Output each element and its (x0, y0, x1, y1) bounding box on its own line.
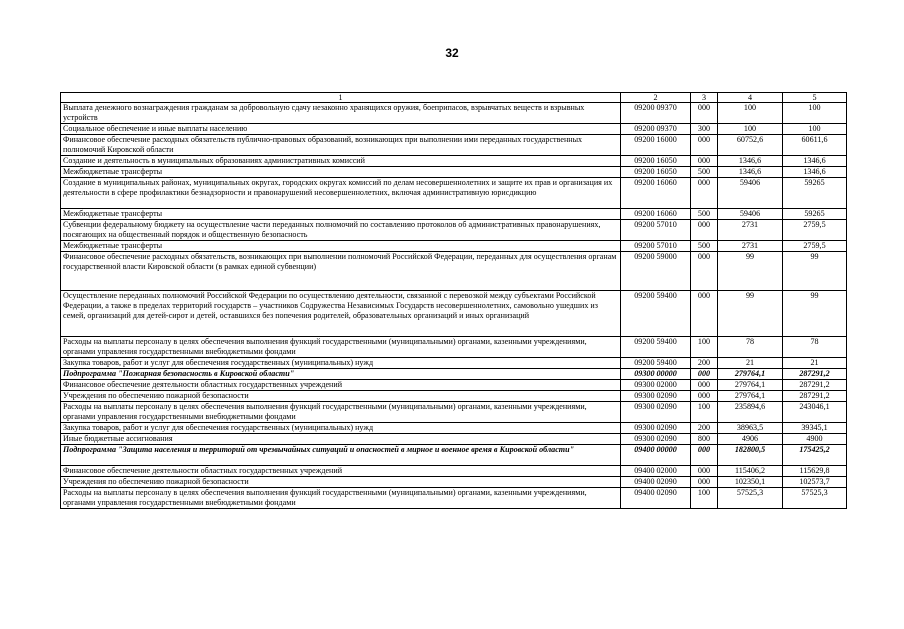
row-code-cell: 09200 59000 (621, 252, 691, 291)
row-type-cell: 500 (691, 167, 718, 178)
row-value-2022-cell: 287291,2 (783, 369, 847, 380)
row-value-2021-cell: 279764,1 (718, 380, 783, 391)
table-row (61, 402, 847, 423)
row-value-2021-cell: 2731 (718, 241, 783, 252)
row-name-cell: Учреждения по обеспечению пожарной безопасности (61, 477, 621, 488)
budget-table (60, 92, 847, 509)
row-name-cell: Подпрограмма "Защита населения и территорий от чрезвычайных ситуаций и опасностей в мирное и военное время в Кировской области" (61, 445, 621, 466)
row-value-2022-cell: 287291,2 (783, 380, 847, 391)
row-value-2022-cell: 4900 (783, 434, 847, 445)
row-value-2021-cell: 182800,5 (718, 445, 783, 466)
table-row (61, 103, 847, 124)
table-row (61, 178, 847, 209)
row-value-2022-cell: 1346,6 (783, 167, 847, 178)
row-value-2021-cell: 78 (718, 337, 783, 358)
row-name-cell: Создание в муниципальных районах, муниципальных округах, городских округах комиссий по делам несовершеннолетних и защите их прав и организация их деятельности в сфере профилактики безнадзорности и правонарушений несовершеннолетних, включая административную юрисдикцию (61, 178, 621, 209)
row-type-cell: 300 (691, 124, 718, 135)
row-value-2022-cell: 102573,7 (783, 477, 847, 488)
table-header-row (61, 93, 847, 103)
row-type-cell: 100 (691, 402, 718, 423)
row-code-cell: 09400 02090 (621, 477, 691, 488)
row-name-cell: Финансовое обеспечение расходных обязательств, возникающих при выполнении полномочий Российской Федерации, переданных для осуществления органам государственной власти Кировской области (в рамках единой субвенции) (61, 252, 621, 291)
row-type-cell: 000 (691, 135, 718, 156)
row-code-cell: 09300 02090 (621, 402, 691, 423)
row-value-2021-cell: 99 (718, 291, 783, 337)
row-name-cell: Финансовое обеспечение деятельности областных государственных учреждений (61, 380, 621, 391)
row-value-2022-cell: 59265 (783, 178, 847, 209)
row-name-cell: Выплата денежного вознаграждения гражданам за добровольную сдачу незаконно хранящихся оружия, боеприпасов, взрывчатых веществ и взрывных устройств (61, 103, 621, 124)
row-value-2021-cell: 59406 (718, 178, 783, 209)
row-code-cell: 09200 16050 (621, 156, 691, 167)
table-row (61, 423, 847, 434)
row-type-cell: 000 (691, 466, 718, 477)
row-name-cell: Иные бюджетные ассигнования (61, 434, 621, 445)
table-row (61, 337, 847, 358)
row-value-2022-cell: 175425,2 (783, 445, 847, 466)
row-value-2021-cell: 38963,5 (718, 423, 783, 434)
row-code-cell: 09200 57010 (621, 241, 691, 252)
row-name-cell: Расходы на выплаты персоналу в целях обеспечения выполнения функций государственными (муниципальными) органами, казенными учреждениями, органами управления государственными внебюджетными фондами (61, 337, 621, 358)
row-code-cell: 09200 57010 (621, 220, 691, 241)
page-number: 32 (445, 46, 459, 60)
row-name-cell: Закупка товаров, работ и услуг для обеспечения государственных (муниципальных) нужд (61, 358, 621, 369)
header-col-2: 2 (621, 93, 691, 103)
row-value-2022-cell: 60611,6 (783, 135, 847, 156)
row-value-2021-cell: 100 (718, 103, 783, 124)
row-value-2021-cell: 1346,6 (718, 156, 783, 167)
row-type-cell: 000 (691, 477, 718, 488)
table-row (61, 220, 847, 241)
row-code-cell: 09200 16060 (621, 209, 691, 220)
row-value-2022-cell: 115629,8 (783, 466, 847, 477)
row-type-cell: 500 (691, 209, 718, 220)
row-code-cell: 09300 02090 (621, 391, 691, 402)
row-name-cell: Расходы на выплаты персоналу в целях обеспечения выполнения функций государственными (муниципальными) органами, казенными учреждениями, органами управления государственными внебюджетными фондами (61, 402, 621, 423)
row-value-2022-cell: 57525,3 (783, 488, 847, 509)
row-value-2021-cell: 4906 (718, 434, 783, 445)
table-row (61, 358, 847, 369)
row-value-2021-cell: 57525,3 (718, 488, 783, 509)
table-row (61, 380, 847, 391)
row-value-2022-cell: 2759,5 (783, 241, 847, 252)
table-row (61, 466, 847, 477)
row-type-cell: 000 (691, 380, 718, 391)
table-row (61, 124, 847, 135)
row-value-2021-cell: 115406,2 (718, 466, 783, 477)
row-value-2021-cell: 1346,6 (718, 167, 783, 178)
row-value-2021-cell: 279764,1 (718, 369, 783, 380)
table-row (61, 445, 847, 466)
row-type-cell: 000 (691, 156, 718, 167)
row-name-cell: Учреждения по обеспечению пожарной безопасности (61, 391, 621, 402)
row-value-2022-cell: 59265 (783, 209, 847, 220)
row-value-2021-cell: 100 (718, 124, 783, 135)
row-type-cell: 000 (691, 391, 718, 402)
row-value-2021-cell: 102350,1 (718, 477, 783, 488)
row-type-cell: 000 (691, 252, 718, 291)
row-type-cell: 000 (691, 445, 718, 466)
table-row (61, 252, 847, 291)
table-row (61, 241, 847, 252)
table-row (61, 135, 847, 156)
header-col-5: 5 (783, 93, 847, 103)
header-col-3: 3 (691, 93, 718, 103)
row-value-2022-cell: 287291,2 (783, 391, 847, 402)
row-value-2021-cell: 235894,6 (718, 402, 783, 423)
header-col-4: 4 (718, 93, 783, 103)
table-row (61, 369, 847, 380)
row-value-2021-cell: 99 (718, 252, 783, 291)
row-name-cell: Закупка товаров, работ и услуг для обеспечения государственных (муниципальных) нужд (61, 423, 621, 434)
row-code-cell: 09200 09370 (621, 124, 691, 135)
row-value-2021-cell: 60752,6 (718, 135, 783, 156)
row-code-cell: 09200 59400 (621, 291, 691, 337)
row-code-cell: 09200 16060 (621, 178, 691, 209)
row-name-cell: Финансовое обеспечение расходных обязательств публично-правовых образований, возникающих при выполнении ими переданных государственных полномочий Кировской области (61, 135, 621, 156)
row-value-2022-cell: 39345,1 (783, 423, 847, 434)
row-code-cell: 09200 59400 (621, 358, 691, 369)
table-row (61, 167, 847, 178)
row-code-cell: 09400 00000 (621, 445, 691, 466)
row-value-2021-cell: 21 (718, 358, 783, 369)
row-name-cell: Межбюджетные трансферты (61, 241, 621, 252)
row-type-cell: 100 (691, 337, 718, 358)
row-type-cell: 000 (691, 220, 718, 241)
row-name-cell: Субвенции федеральному бюджету на осуществление части переданных полномочий по составлению протоколов об административных правонарушениях, посягающих на общественный порядок и общественную безопасность (61, 220, 621, 241)
row-name-cell: Создание и деятельность в муниципальных образованиях административных комиссий (61, 156, 621, 167)
row-name-cell: Межбюджетные трансферты (61, 167, 621, 178)
row-name-cell: Расходы на выплаты персоналу в целях обеспечения выполнения функций государственными (муниципальными) органами, казенными учреждениями, органами управления государственными внебюджетными фондами (61, 488, 621, 509)
table-row (61, 434, 847, 445)
row-type-cell: 800 (691, 434, 718, 445)
row-type-cell: 200 (691, 423, 718, 434)
table-row (61, 391, 847, 402)
row-value-2022-cell: 2759,5 (783, 220, 847, 241)
row-type-cell: 500 (691, 241, 718, 252)
row-code-cell: 09300 00000 (621, 369, 691, 380)
row-value-2022-cell: 1346,6 (783, 156, 847, 167)
row-name-cell: Осуществление переданных полномочий Российской Федерации по осуществлению деятельности, связанной с перевозкой между субъектами Российской Федерации, а также в пределах территорий государств – участников Содружества Независимых Государств несовершеннолетних, самовольно ушедших из семей, организаций для детей-сирот и детей, оставшихся без попечения родителей, образовательных организаций и иных организаций (61, 291, 621, 337)
row-type-cell: 000 (691, 291, 718, 337)
row-code-cell: 09200 16000 (621, 135, 691, 156)
table-row (61, 156, 847, 167)
row-type-cell: 000 (691, 369, 718, 380)
row-code-cell: 09200 16050 (621, 167, 691, 178)
row-code-cell: 09400 02090 (621, 488, 691, 509)
row-code-cell: 09300 02090 (621, 434, 691, 445)
row-name-cell: Подпрограмма "Пожарная безопасность в Кировской области" (61, 369, 621, 380)
row-value-2022-cell: 100 (783, 124, 847, 135)
row-name-cell: Финансовое обеспечение деятельности областных государственных учреждений (61, 466, 621, 477)
row-value-2022-cell: 21 (783, 358, 847, 369)
row-type-cell: 000 (691, 103, 718, 124)
row-code-cell: 09200 59400 (621, 337, 691, 358)
row-value-2022-cell: 78 (783, 337, 847, 358)
row-value-2021-cell: 2731 (718, 220, 783, 241)
table-row (61, 488, 847, 509)
header-col-1: 1 (61, 93, 621, 103)
row-type-cell: 000 (691, 178, 718, 209)
table-row (61, 477, 847, 488)
table-row (61, 291, 847, 337)
table-row (61, 209, 847, 220)
row-code-cell: 09200 09370 (621, 103, 691, 124)
row-type-cell: 200 (691, 358, 718, 369)
row-code-cell: 09300 02090 (621, 423, 691, 434)
row-name-cell: Социальное обеспечение и иные выплаты населению (61, 124, 621, 135)
row-value-2021-cell: 59406 (718, 209, 783, 220)
row-name-cell: Межбюджетные трансферты (61, 209, 621, 220)
row-value-2022-cell: 100 (783, 103, 847, 124)
row-value-2021-cell: 279764,1 (718, 391, 783, 402)
row-code-cell: 09400 02000 (621, 466, 691, 477)
row-value-2022-cell: 99 (783, 291, 847, 337)
row-type-cell: 100 (691, 488, 718, 509)
row-value-2022-cell: 99 (783, 252, 847, 291)
row-value-2022-cell: 243046,1 (783, 402, 847, 423)
row-code-cell: 09300 02000 (621, 380, 691, 391)
